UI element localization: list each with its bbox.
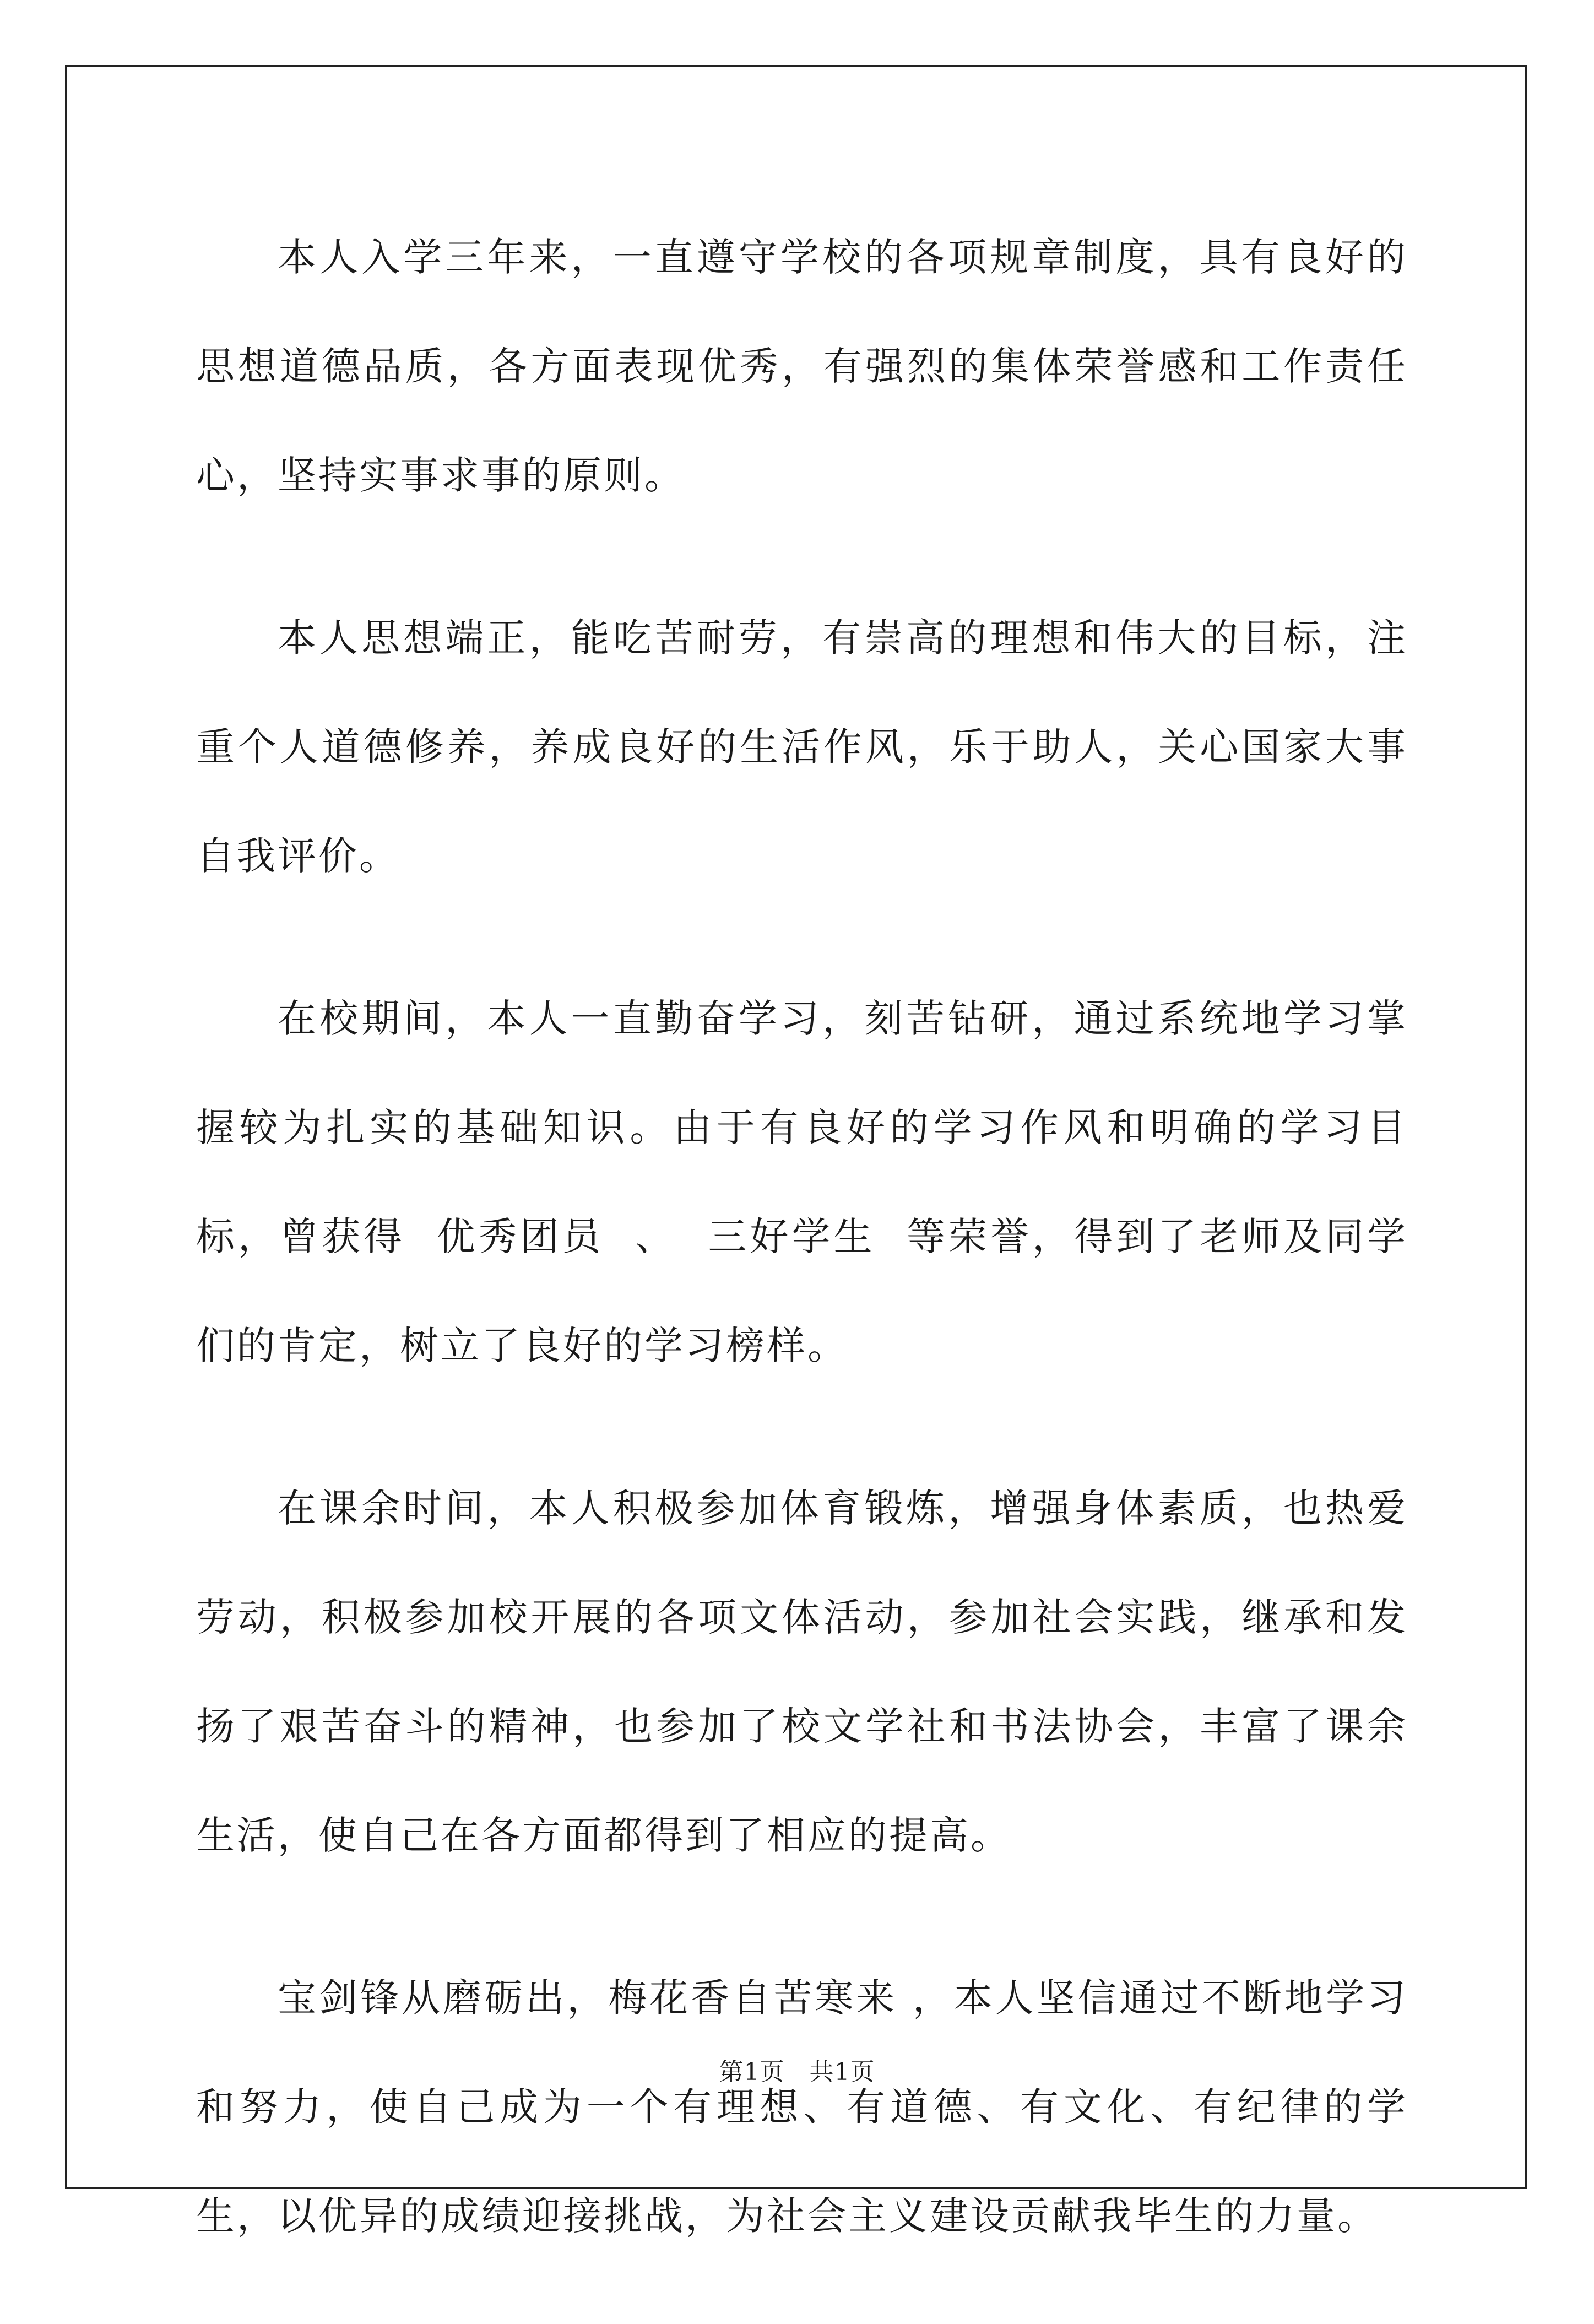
paragraph-5: 宝剑锋从磨砺出，梅花香自苦寒来 ，本人坚信通过不断地学习和努力，使自己成为一个有理想、有道德、有文化、有纪律的学生，以优异的成绩迎接挑战，为社会主义建设贡献我毕生的力量。 [196, 1975, 1408, 2239]
paragraph-4: 在课余时间，本人积极参加体育锻炼，增强身体素质，也热爱劳动，积极参加校开展的各项文体活动，参加社会实践，继承和发扬了艰苦奋斗的精神，也参加了校文学社和书法协会，丰富了课余生活，使自己在各方面都得到了相应的提高。 [196, 1486, 1408, 1858]
page-number-footer: 第1页 共1页 [719, 2058, 875, 2086]
paragraph-1: 本人入学三年来，一直遵守学校的各项规章制度，具有良好的思想道德品质，各方面表现优秀，有强烈的集体荣誉感和工作责任心，坚持实事求事的原则。 [196, 235, 1408, 498]
paragraph-2: 本人思想端正，能吃苦耐劳，有崇高的理想和伟大的目标，注重个人道德修养，养成良好的生活作风，乐于助人，关心国家大事自我评价。 [196, 615, 1408, 879]
document-body [196, 203, 1408, 2324]
paragraph-3: 在校期间，本人一直勤奋学习，刻苦钻研，通过系统地学习掌握较为扎实的基础知识。由于有良好的学习作风和明确的学习目标，曾获得 优秀团员 、 三好学生 等荣誉，得到了老师及同学们的肯定，树立了良好的学习榜样。 [196, 996, 1408, 1368]
